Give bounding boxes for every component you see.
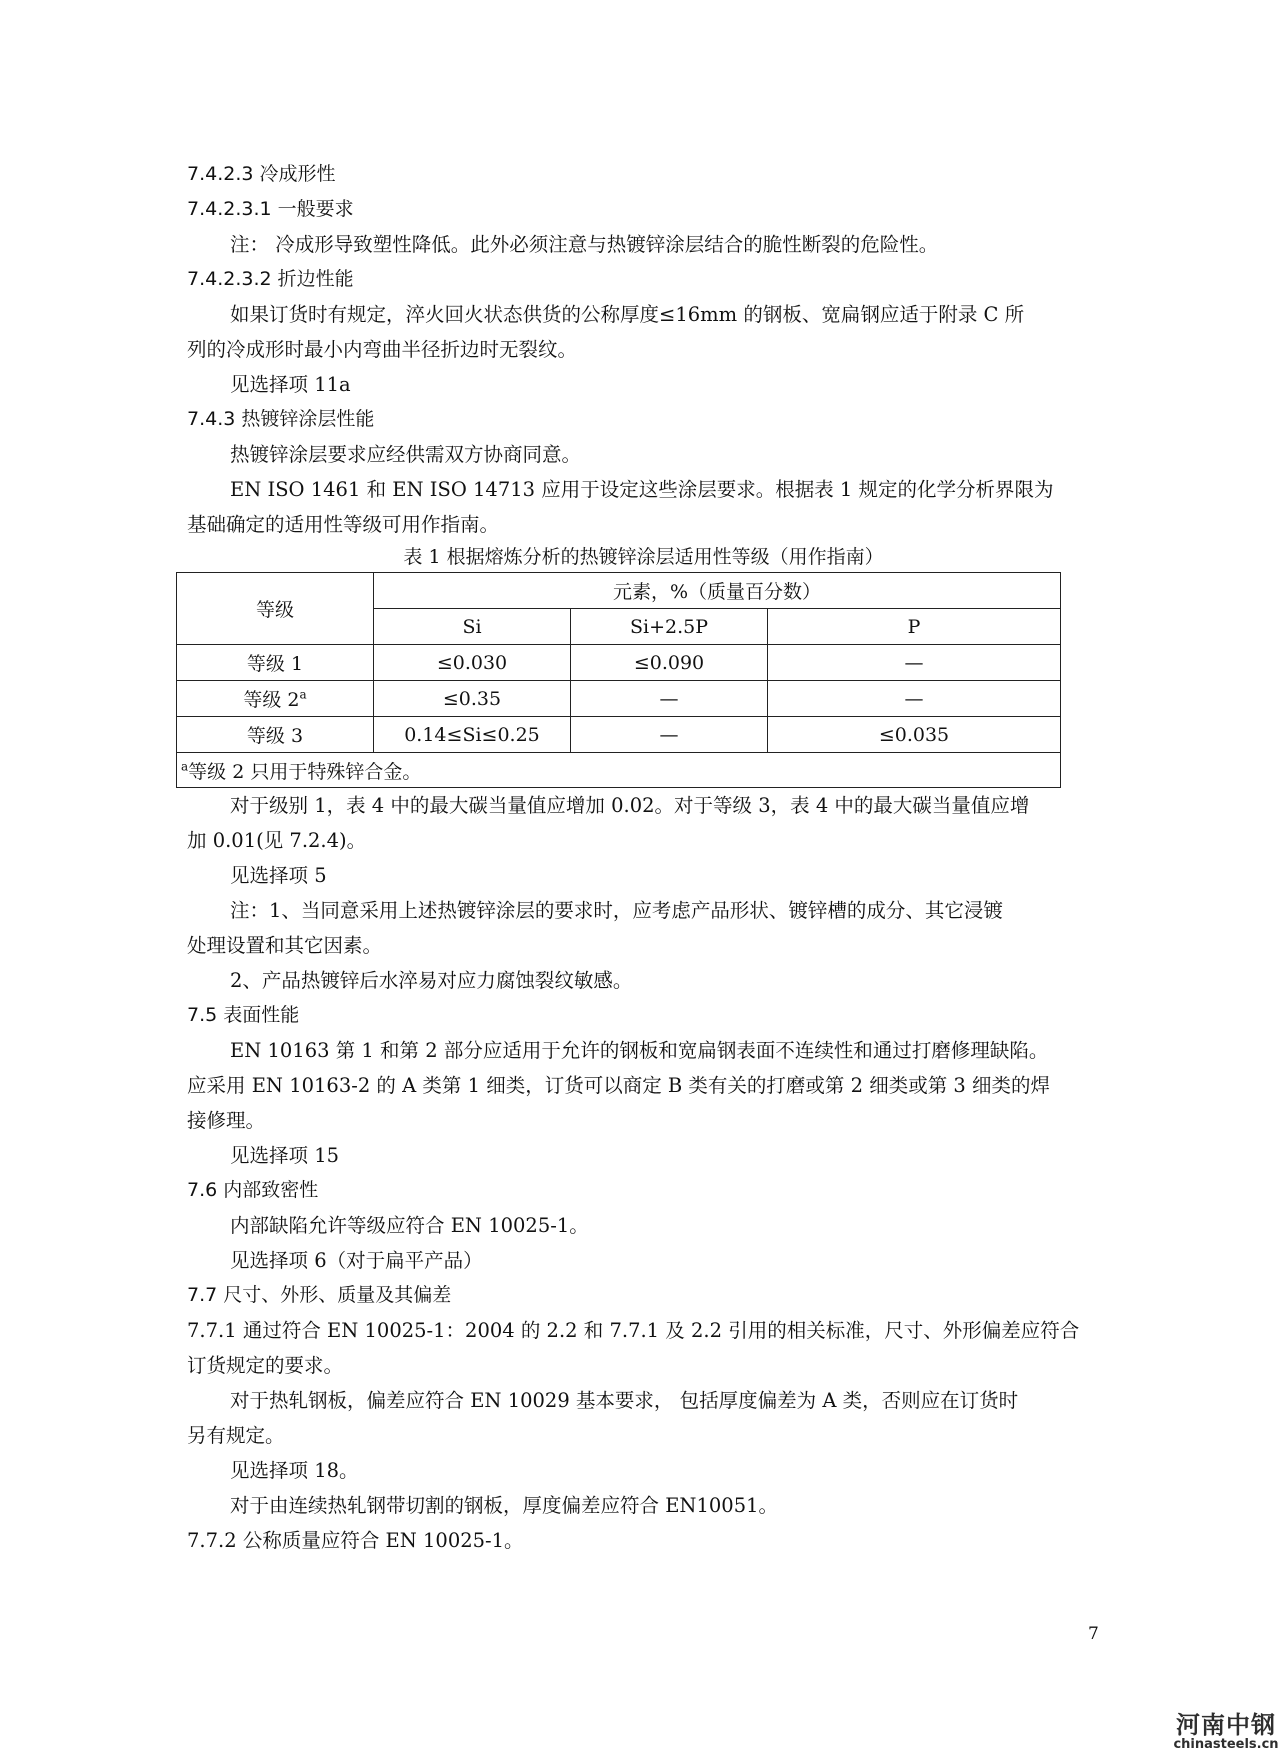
- watermark-url: chinasteels.cn: [1173, 1737, 1279, 1752]
- table-row: [177, 645, 1061, 681]
- paragraph-line: 7.7.1 通过符合 EN 10025-1：2004 的 2.2 和 7.7.1 及 2.2 引用的相关标准，尺寸、外形偏差应符合: [187, 1319, 1080, 1342]
- note-line: 处理设置和其它因素。: [187, 934, 383, 957]
- table-header-p: P: [768, 609, 1061, 645]
- watermark-logo: [1166, 1712, 1286, 1752]
- table-cell-si-2-5p: —: [571, 681, 768, 717]
- paragraph-line: 另有规定。: [187, 1424, 285, 1447]
- option-reference: 见选择项 18。: [230, 1459, 359, 1482]
- table-cell-grade: 等级 3: [177, 717, 374, 753]
- section-heading-7-7: 7.7 尺寸、外形、质量及其偏差: [187, 1284, 452, 1306]
- table-header-si-2-5p: Si+2.5P: [571, 609, 768, 645]
- table-cell-si-2-5p: ≤0.090: [571, 645, 768, 681]
- section-heading-7-4-2-3-2: 7.4.2.3.2 折边性能: [187, 268, 354, 290]
- paragraph-line: 订货规定的要求。: [187, 1354, 344, 1377]
- note-cold-forming: 注： 冷成形导致塑性降低。此外必须注意与热镀锌涂层结合的脆性断裂的危险性。: [230, 233, 939, 256]
- paragraph-line: 对于由连续热轧钢带切割的钢板，厚度偏差应符合 EN10051。: [230, 1494, 779, 1517]
- paragraph-line: 基础确定的适用性等级可用作指南。: [187, 513, 500, 536]
- table-cell-p: —: [768, 681, 1061, 717]
- paragraph-line: 加 0.01(见 7.2.4)。: [187, 829, 367, 852]
- table-caption: 表 1 根据熔炼分析的热镀锌涂层适用性等级（用作指南）: [403, 546, 884, 568]
- paragraph-line: 对于热轧钢板，偏差应符合 EN 10029 基本要求， 包括厚度偏差为 A 类，否则应在订货时: [230, 1389, 1019, 1412]
- table-cell-grade: 等级 2$^a$: [177, 681, 374, 717]
- table-cell-si: ≤0.030: [374, 645, 571, 681]
- paragraph-line: 内部缺陷允许等级应符合 EN 10025-1。: [230, 1214, 589, 1237]
- option-reference: 见选择项 6（对于扁平产品）: [230, 1249, 483, 1272]
- paragraph-line: 热镀锌涂层要求应经供需双方协商同意。: [230, 443, 582, 466]
- option-reference: 见选择项 11a: [230, 373, 351, 396]
- option-reference: 见选择项 15: [230, 1144, 340, 1167]
- section-heading-7-4-2-3: 7.4.2.3 冷成形性: [187, 163, 336, 185]
- document-page: [181, 157, 1100, 1558]
- table-cell-si: ≤0.35: [374, 681, 571, 717]
- section-heading-7-5: 7.5 表面性能: [187, 1004, 300, 1026]
- paragraph-line: 对于级别 1，表 4 中的最大碳当量值应增加 0.02。对于等级 3，表 4 中的最大碳当量值应增: [230, 794, 1030, 817]
- table-row: [177, 681, 1061, 717]
- table-row: [177, 717, 1061, 753]
- section-heading-7-6: 7.6 内部致密性: [187, 1179, 319, 1201]
- footnote-marker: a: [299, 687, 307, 702]
- table-header-elements: 元素，%（质量百分数）: [374, 573, 1061, 609]
- paragraph-line: 列的冷成形时最小内弯曲半径折边时无裂纹。: [187, 338, 578, 361]
- paragraph-line: EN 10163 第 1 和第 2 部分应适用于允许的钢板和宽扁钢表面不连续性和通过打磨修理缺陷。: [230, 1039, 1049, 1062]
- table-footnote: $^a$等级 2 只用于特殊锌合金。: [177, 753, 1061, 788]
- paragraph-line: 如果订货时有规定，淬火回火状态供货的公称厚度≤16mm 的钢板、宽扁钢应适于附录 C 所: [230, 303, 1025, 326]
- table-cell-p: —: [768, 645, 1061, 681]
- section-heading-7-4-3: 7.4.3 热镀锌涂层性能: [187, 408, 375, 430]
- paragraph-line: 7.7.2 公称质量应符合 EN 10025-1。: [187, 1529, 524, 1552]
- galvanizing-suitability-table: [176, 572, 1061, 788]
- note-line: 2、产品热镀锌后水淬易对应力腐蚀裂纹敏感。: [230, 969, 633, 992]
- paragraph-line: EN ISO 1461 和 EN ISO 14713 应用于设定这些涂层要求。根据表 1 规定的化学分析界限为: [230, 478, 1054, 501]
- option-reference: 见选择项 5: [230, 864, 327, 887]
- table-header-grade: 等级: [177, 573, 374, 645]
- page-number: 7: [1088, 1624, 1099, 1644]
- note-line: 注：1、当同意采用上述热镀锌涂层的要求时，应考虑产品形状、镀锌槽的成分、其它浸镀: [230, 899, 1003, 922]
- table-cell-grade: 等级 1: [177, 645, 374, 681]
- footnote-marker: a: [181, 759, 189, 774]
- watermark-text: 河南中钢: [1176, 1711, 1276, 1739]
- paragraph-line: 应采用 EN 10163-2 的 A 类第 1 细类，订货可以商定 B 类有关的打磨或第 2 细类或第 3 细类的焊: [187, 1074, 1051, 1097]
- section-heading-7-4-2-3-1: 7.4.2.3.1 一般要求: [187, 198, 354, 220]
- table-cell-p: ≤0.035: [768, 717, 1061, 753]
- table-cell-si: 0.14≤Si≤0.25: [374, 717, 571, 753]
- table-cell-si-2-5p: —: [571, 717, 768, 753]
- paragraph-line: 接修理。: [187, 1109, 266, 1132]
- table-header-si: Si: [374, 609, 571, 645]
